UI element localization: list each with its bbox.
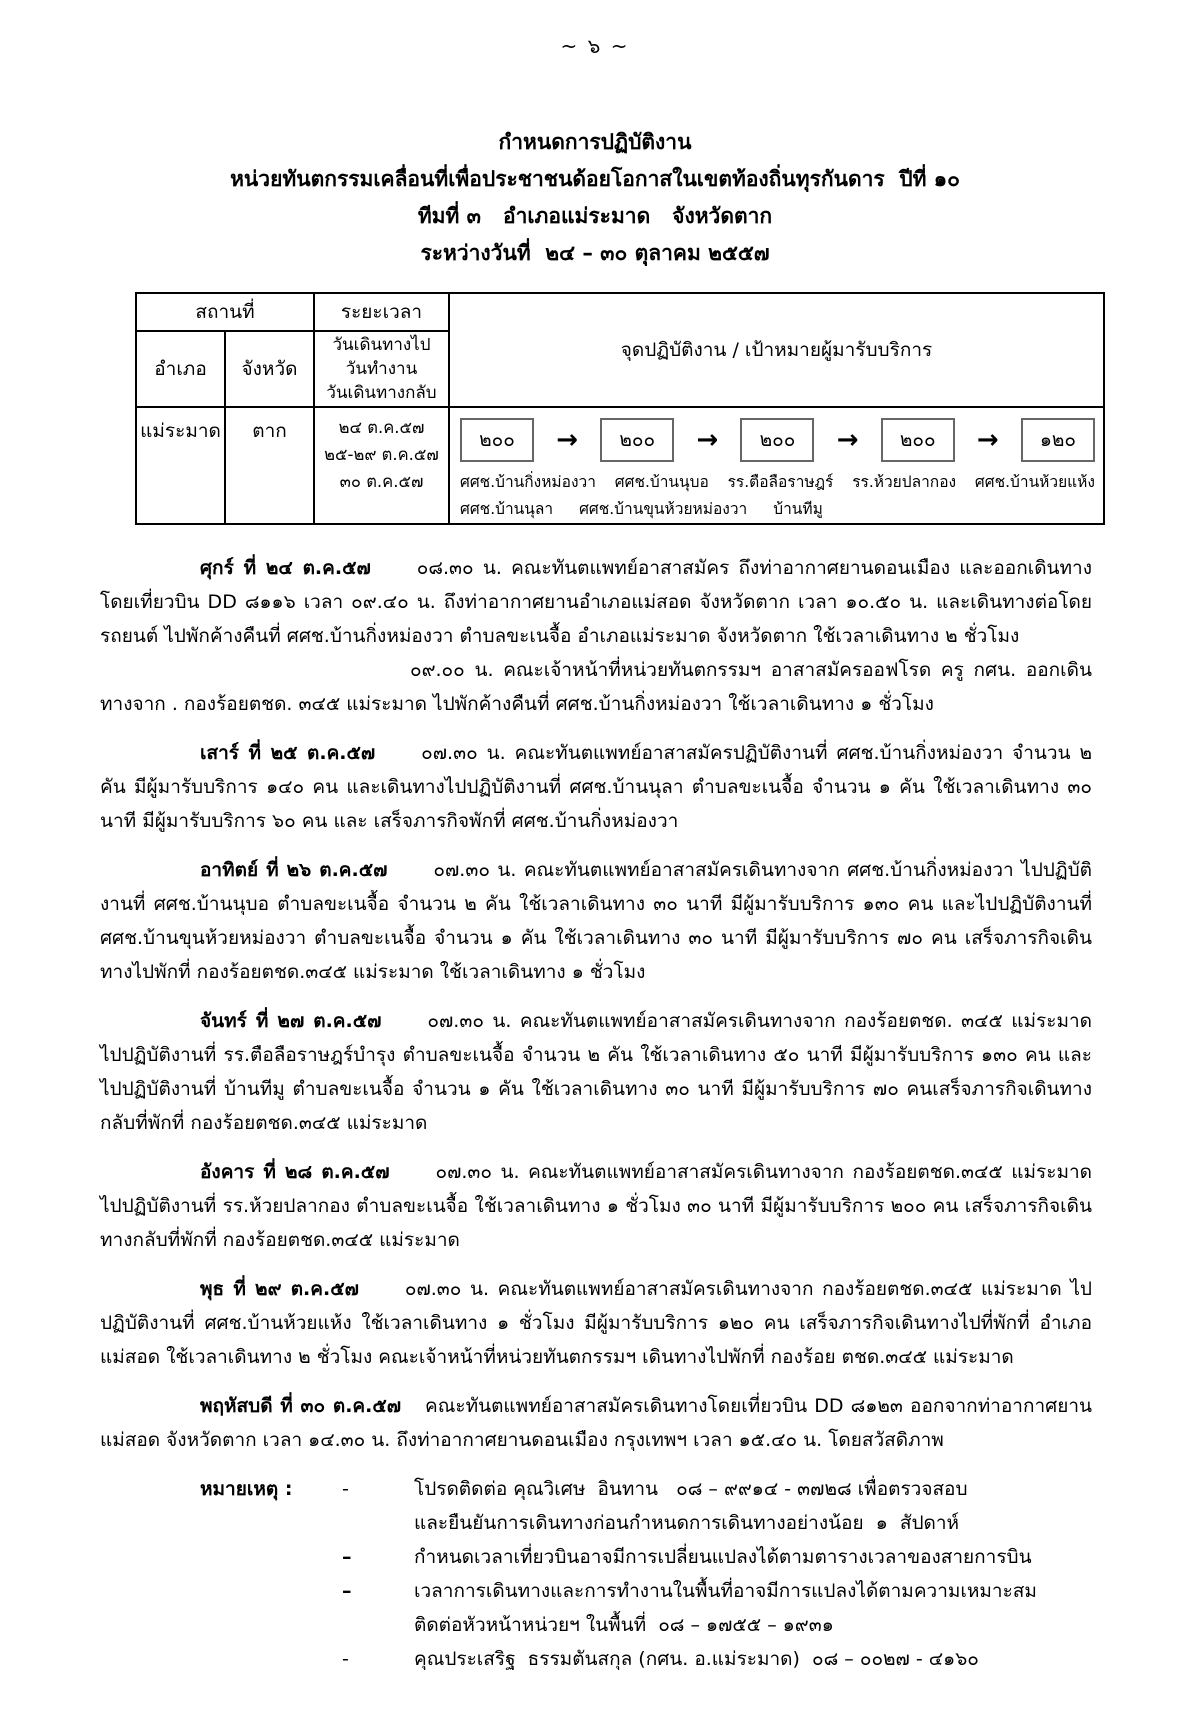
entry-text: คณะทันตแพทย์อาสาสมัครเดินทางโดยเที่ยวบิน DD ๘๑๒๓ ออกจากท่าอากาศยานแม่สอด จังหวัดตาก เวลา ๑๔.๓๐ น. ถึงท่าอากาศยานดอนเมือง กรุงเทพฯ เวลา ๑๕.๔๐ น. โดยสวัสดิภาพ <box>100 1395 1092 1451</box>
location-label: ศศช.บ้านนุบอ <box>614 473 709 491</box>
entry-text: ๐๗.๓๐ น. คณะทันตแพทย์อาสาสมัครปฏิบัติงานที่ ศศช.บ้านกิ่งหม่องวา จำนวน ๒ คัน มีผู้มารับบริการ ๑๔๐ คน และเดินทางไปปฏิบัติงานที่ ศศช.บ้านนุลา ตำบลขะเนจื้อ จำนวน ๑ คัน ใช้เวลาเดินทาง ๓๐ นาที มีผู้มารับบริการ ๖๐ คน และ เสร็จภารกิจพักที่ ศศช.บ้านกิ่งหม่องวา <box>100 742 1093 832</box>
location-labels-line-1 <box>460 469 1095 494</box>
note-dash: - <box>342 1478 349 1500</box>
cell-district: แม่ระมาด <box>136 407 225 524</box>
note-dash: – <box>342 1546 352 1568</box>
cell-province: ตาก <box>225 407 314 524</box>
header-province: จังหวัด <box>225 331 314 407</box>
arrow-right-icon: → <box>556 425 579 455</box>
location-label: ศศช.บ้านกิ่งหม่องวา <box>460 473 596 491</box>
arrow-right-icon: → <box>836 425 859 455</box>
entry-text: ๐๗.๓๐ น. คณะทันตแพทย์อาสาสมัครเดินทางจาก กองร้อยตชด.๓๔๕ แม่ระมาด ไปปฏิบัติงานที่ ศศช.บ้านห้วยแห้ง ใช้เวลาเดินทาง ๑ ชั่วโมง มีผู้มารับบริการ ๑๒๐ คน เสร็จภารกิจเดินทางไปที่พักที่ อำเภอแม่สอด ใช้เวลาเดินทาง ๒ ชั่วโมง คณะเจ้าหน้าที่หน่วยทันตกรรมฯ เดินทางไปพักที่ กองร้อย ตชด.๓๔๕ แม่ระมาด <box>100 1278 1092 1368</box>
note-dash: - <box>342 1648 349 1670</box>
schedule-entry-saturday <box>100 736 1092 838</box>
note-item-2 <box>200 1540 1092 1574</box>
target-box-3: ๒๐๐ <box>740 418 814 462</box>
day-label: จันทร์ ที่ ๒๗ ต.ค.๕๗ <box>200 1010 382 1032</box>
cell-operation-flow <box>449 407 1104 524</box>
title-line-4: ระหว่างวันที่ ๒๔ – ๓๐ ตุลาคม ๒๕๕๗ <box>420 241 770 265</box>
note-line: ติดต่อหัวหน้าหน่วยฯ ในพื้นที่ ๐๘ – ๑๗๕๕ – ๑๙๓๑ <box>414 1614 834 1636</box>
note-line: โปรดติดต่อ คุณวิเศษ อินทาน ๐๘ – ๙๙๑๔ - ๓๗๒๘ เพื่อตรวจสอบ <box>414 1478 968 1500</box>
schedule-entry-sunday <box>100 853 1092 989</box>
schedule-entry-wednesday <box>100 1272 1092 1374</box>
note-item-1 <box>200 1472 1092 1506</box>
location-label: รร.ตือลือราษฎร์ <box>727 473 834 491</box>
note-line: กำหนดเวลาเที่ยวบินอาจมีการเปลี่ยนแปลงได้ตามตารางเวลาของสายการบิน <box>414 1546 1032 1568</box>
note-dash: – <box>342 1580 352 1602</box>
arrow-right-icon: → <box>696 425 719 455</box>
table-data-row <box>136 407 1104 524</box>
schedule-body <box>100 551 1092 1457</box>
entry-text: ๐๗.๓๐ น. คณะทันตแพทย์อาสาสมัครเดินทางจาก ศศช.บ้านกิ่งหม่องวา ไปปฏิบัติงานที่ ศศช.บ้านนุบอ ตำบลขะเนจื้อ จำนวน ๒ คัน ใช้เวลาเดินทาง ๓๐ นาที มีผู้มารับบริการ ๑๓๐ คน และไปปฏิบัติงานที่ ศศช.บ้านขุนห้วยหม่องวา ตำบลขะเนจื้อ จำนวน ๑ คัน ใช้เวลาเดินทาง ๓๐ นาที มีผู้มารับบริการ ๗๐ คน เสร็จภารกิจเดินทางไปพักที่ กองร้อยตชด.๓๔๕ แม่ระมาด ใช้เวลาเดินทาง ๑ ชั่วโมง <box>100 859 1092 983</box>
arrow-right-icon: → <box>976 425 999 455</box>
location-label: ศศช.บ้านห้วยแห้ง <box>974 473 1095 491</box>
entry-text: ๐๗.๓๐ น. คณะทันตแพทย์อาสาสมัครเดินทางจาก กองร้อยตชด.๓๔๕ แม่ระมาด ไปปฏิบัติงานที่ รร.ห้วยปลากอง ตำบลขะเนจื้อ ใช้เวลาเดินทาง ๑ ชั่วโมง ๓๐ นาที มีผู้มารับบริการ ๒๐๐ คน เสร็จภารกิจเดินทางกลับที่พักที่ กองร้อยตชด.๓๔๕ แม่ระมาด <box>100 1161 1092 1251</box>
header-operation: จุดปฏิบัติงาน / เป้าหมายผู้มารับบริการ <box>449 293 1104 407</box>
note-line: และยืนยันการเดินทางก่อนกำหนดการเดินทางอย่างน้อย ๑ สัปดาห์ <box>414 1512 960 1534</box>
location-label: ศศช.บ้านขุนห้วยหม่องวา <box>579 500 748 518</box>
target-box-4: ๒๐๐ <box>881 418 955 462</box>
header-travel-return: วันเดินทางกลับ <box>326 383 437 403</box>
entry-extra-text: ๐๙.๐๐ น. คณะเจ้าหน้าที่หน่วยทันตกรรมฯ อาสาสมัครออฟโรด ครู กศน. ออกเดินทางจาก . กองร้อยตชด. ๓๔๕ แม่ระมาด ไปพักค้างคืนที่ ศศช.บ้านกิ่งหม่องวา ใช้เวลาเดินทาง ๑ ชั่วโมง <box>100 659 1092 715</box>
document-title <box>0 124 1190 272</box>
schedule-entry-tuesday <box>100 1155 1092 1257</box>
day-label: อังคาร ที่ ๒๘ ต.ค.๕๗ <box>200 1161 390 1183</box>
target-box-2: ๒๐๐ <box>600 418 674 462</box>
schedule-entry-monday <box>100 1004 1092 1140</box>
page-number: ~ ๖ ~ <box>560 34 630 58</box>
schedule-entry-friday <box>100 551 1092 721</box>
note-item-3 <box>200 1574 1092 1608</box>
header-duration: ระยะเวลา <box>314 293 449 331</box>
target-flow <box>460 418 1095 462</box>
date-return: ๓๐ ต.ค.๕๗ <box>339 472 424 491</box>
day-label: เสาร์ ที่ ๒๕ ต.ค.๕๗ <box>200 742 376 764</box>
note-line: คุณประเสริฐ ธรรมตันสกุล (กศน. อ.แม่ระมาด) ๐๘ – ๐๐๒๗ - ๔๑๖๐ <box>414 1648 979 1670</box>
location-label: รร.ห้วยปลากอง <box>852 473 957 491</box>
header-duration-sub <box>314 331 449 407</box>
title-line-1: กำหนดการปฏิบัติงาน <box>498 130 692 154</box>
day-label: อาทิตย์ ที่ ๒๖ ต.ค.๕๗ <box>200 859 388 881</box>
date-go: ๒๔ ต.ค.๕๗ <box>338 418 425 437</box>
header-location: สถานที่ <box>136 293 314 331</box>
cell-dates <box>314 407 449 524</box>
date-work: ๒๕-๒๙ ต.ค.๕๗ <box>324 445 439 464</box>
notes-label: หมายเหตุ : <box>200 1478 293 1500</box>
notes-section <box>200 1472 1092 1676</box>
title-line-3: ทีมที่ ๓ อำเภอแม่ระมาด จังหวัดตาก <box>417 204 773 228</box>
day-label: พุธ ที่ ๒๙ ต.ค.๕๗ <box>200 1278 359 1300</box>
location-label: บ้านทีมู <box>773 500 823 518</box>
header-travel-go: วันเดินทางไป <box>332 335 431 355</box>
day-label: ศุกร์ ที่ ๒๔ ต.ค.๕๗ <box>200 557 371 579</box>
header-work-day: วันทำงาน <box>345 359 418 379</box>
table-header-row-1 <box>136 293 1104 331</box>
target-box-5: ๑๒๐ <box>1021 418 1095 462</box>
note-item-4 <box>200 1642 1092 1676</box>
entry-text: ๐๘.๓๐ น. คณะทันตแพทย์อาสาสมัคร ถึงท่าอากาศยานดอนเมือง และออกเดินทางโดยเที่ยวบิน DD ๘๑๑๖ เวลา ๐๙.๔๐ น. ถึงท่าอากาศยานอำเภอแม่สอด จังหวัดตาก เวลา ๑๐.๕๐ น. และเดินทางต่อโดยรถยนต์ ไปพักค้างคืนที่ ศศช.บ้านกิ่งหม่องวา ตำบลขะเนจื้อ อำเภอแม่ระมาด จังหวัดตาก ใช้เวลาเดินทาง ๒ ชั่วโมง <box>100 557 1092 647</box>
title-line-2: หน่วยทันตกรรมเคลื่อนที่เพื่อประชาชนด้อยโอกาสในเขตท้องถิ่นทุรกันดาร ปีที่ ๑๐ <box>230 167 960 191</box>
target-box-1: ๒๐๐ <box>460 418 534 462</box>
day-label: พฤหัสบดี ที่ ๓๐ ต.ค.๕๗ <box>200 1395 402 1417</box>
header-district: อำเภอ <box>136 331 225 407</box>
location-labels-line-2 <box>460 496 1095 521</box>
note-line: เวลาการเดินทางและการทำงานในพื้นที่อาจมีการแปลงได้ตามความเหมาะสม <box>414 1580 1037 1602</box>
location-label: ศศช.บ้านนุลา <box>460 500 554 518</box>
schedule-entry-thursday <box>100 1389 1092 1457</box>
schedule-table <box>135 292 1105 525</box>
entry-text: ๐๗.๓๐ น. คณะทันตแพทย์อาสาสมัครเดินทางจาก กองร้อยตชด. ๓๔๕ แม่ระมาด ไปปฏิบัติงานที่ รร.ตือลือราษฎร์บำรุง ตำบลขะเนจื้อ จำนวน ๒ คัน ใช้เวลาเดินทาง ๕๐ นาที มีผู้มารับบริการ ๑๓๐ คน และ ไปปฏิบัติงานที่ บ้านทีมู ตำบลขะเนจื้อ จำนวน ๑ คัน ใช้เวลาเดินทาง ๓๐ นาที มีผู้มารับบริการ ๗๐ คนเสร็จภารกิจเดินทางกลับที่พักที่ กองร้อยตชด.๓๔๕ แม่ระมาด <box>100 1010 1092 1134</box>
